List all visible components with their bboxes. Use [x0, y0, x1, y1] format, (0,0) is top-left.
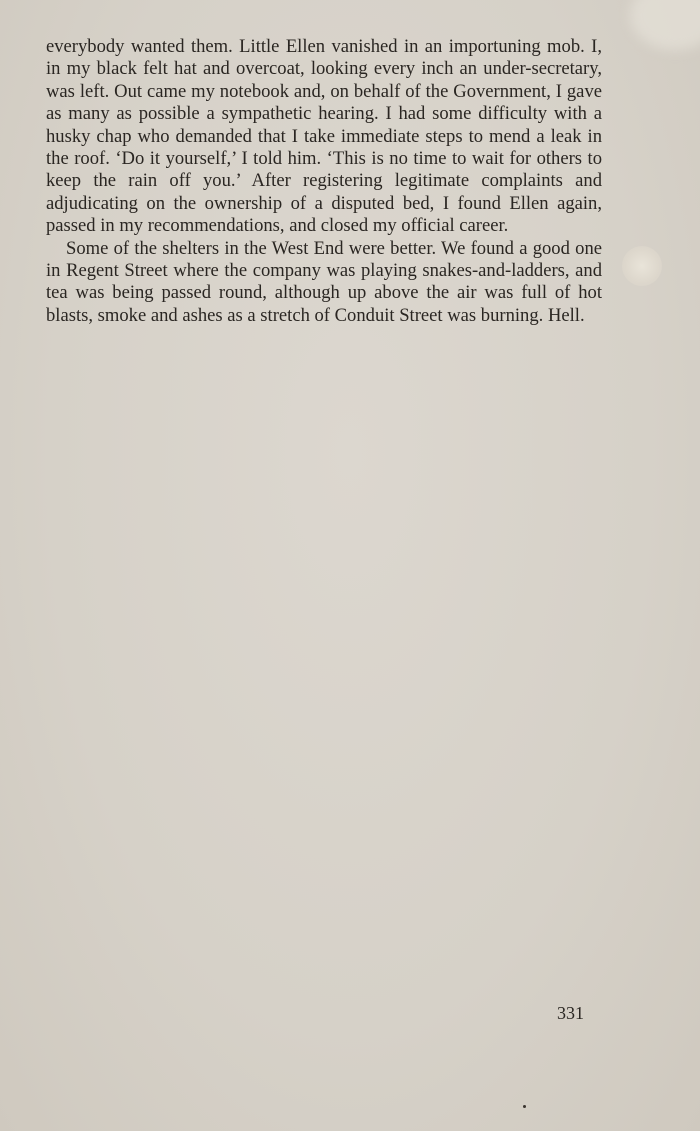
body-text	[46, 36, 602, 327]
paper-blemish	[622, 246, 662, 286]
page-number: 331	[557, 1003, 584, 1023]
paragraph: everybody wanted them. Little Ellen vanished in an importuning mob. I, in my black felt hat and overcoat, looking every inch an under-secretary, was left. Out came my notebook and, on behalf of the Government, I gave as many as possible a sympathetic hearing. I had some difficulty with a husky chap who demanded that I take immediate steps to mend a leak in the roof. ‘Do it yourself,’ I told him. ‘This is no time to wait for others to keep the rain off you.’ After registering legitimate complaints and adjudicating on the ownership of a disputed bed, I found Ellen again, passed in my recommendations, and closed my official career.	[46, 36, 602, 237]
ink-speck	[523, 1105, 526, 1108]
paper-stain	[630, 0, 700, 50]
paragraph: Some of the shelters in the West End were better. We found a good one in Regent Street where the company was playing snakes-and-ladders, and tea was being passed round, although up above the air was full of hot blasts, smoke and ashes as a stretch of Conduit Street was burning. Hell.	[46, 237, 602, 326]
